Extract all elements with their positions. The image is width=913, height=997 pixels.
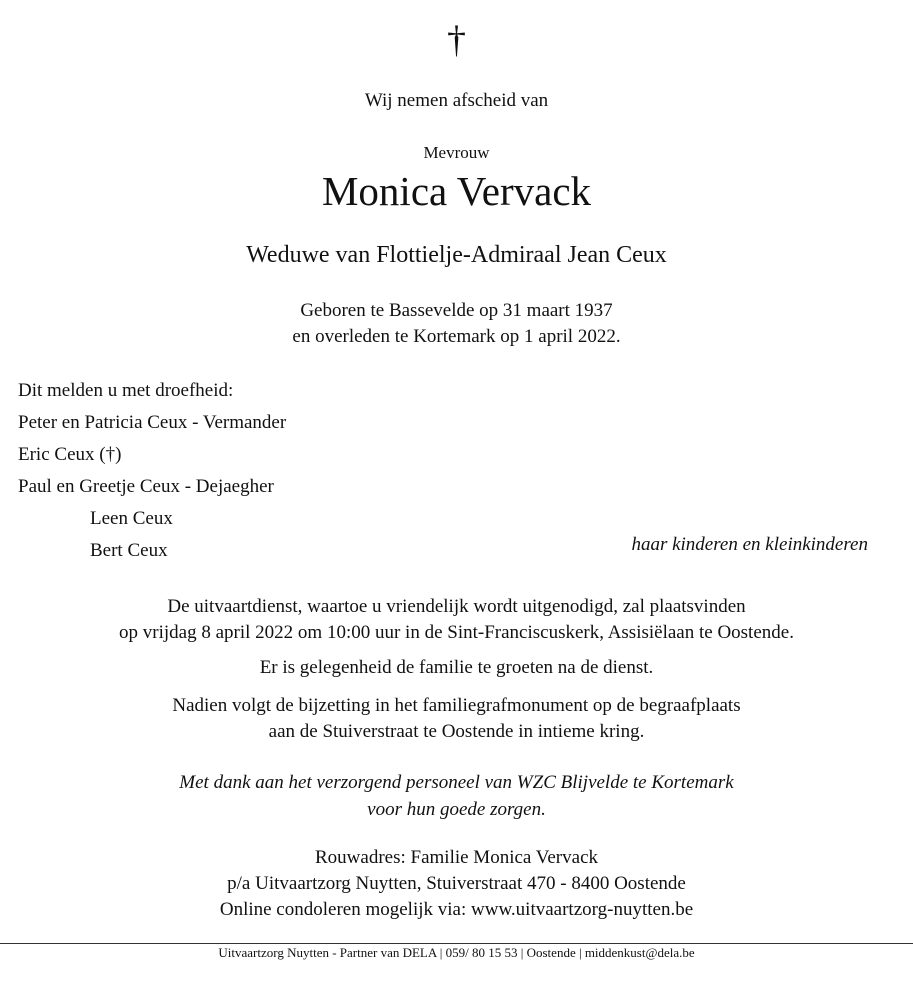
birth-line: Geboren te Bassevelde op 31 maart 1937 [300, 300, 613, 321]
footer-divider [0, 943, 913, 944]
honorific: Mevrouw [423, 143, 490, 162]
widow-of: Weduwe van Flottielje-Admiraal Jean Ceux [246, 242, 667, 268]
address-line: Rouwadres: Familie Monica Vervack [315, 847, 598, 868]
service-line: op vrijdag 8 april 2022 om 10:00 uur in de Sint-Franciscuskerk, Assisiëlaan te Oostende. [119, 622, 794, 643]
footer-text: Uitvaartzorg Nuytten - Partner van DELA | 059/ 80 15 53 | Oostende | middenkust@dela.be [218, 945, 695, 960]
life-dates [0, 298, 913, 350]
burial-info [0, 693, 913, 745]
grandchild: Leen Ceux [90, 508, 173, 529]
family-member: Peter en Patricia Ceux - Vermander [18, 412, 287, 433]
family-note: haar kinderen en kleinkinderen [631, 534, 868, 555]
family-member: Eric Ceux (†) [18, 444, 122, 465]
address-line: Online condoleren mogelijk via: www.uitvaartzorg-nuytten.be [219, 899, 694, 920]
thanks-note [0, 769, 913, 823]
mourning-address [0, 845, 913, 923]
grandchild: Bert Ceux [90, 540, 168, 561]
intro-text: Wij nemen afscheid van [364, 90, 549, 111]
thanks-line: voor hun goede zorgen. [367, 799, 546, 820]
greeting-note: Er is gelegenheid de familie te groeten na de dienst. [259, 657, 654, 678]
family-heading: Dit melden u met droefheid: [18, 380, 234, 401]
deceased-name: Monica Vervack [321, 168, 592, 214]
cross-icon: † [447, 19, 466, 61]
burial-line: aan de Stuiverstraat te Oostende in intieme kring. [268, 721, 645, 742]
service-info [0, 594, 913, 646]
thanks-line: Met dank aan het verzorgend personeel van WZC Blijvelde te Kortemark [179, 772, 734, 793]
burial-line: Nadien volgt de bijzetting in het familiegrafmonument op de begraafplaats [172, 695, 741, 716]
address-line: p/a Uitvaartzorg Nuytten, Stuiverstraat 470 - 8400 Oostende [227, 873, 686, 894]
service-line: De uitvaartdienst, waartoe u vriendelijk wordt uitgenodigd, zal plaatsvinden [167, 596, 746, 617]
family-member: Paul en Greetje Ceux - Dejaegher [18, 476, 274, 497]
death-line: en overleden te Kortemark op 1 april 2022. [292, 326, 621, 347]
